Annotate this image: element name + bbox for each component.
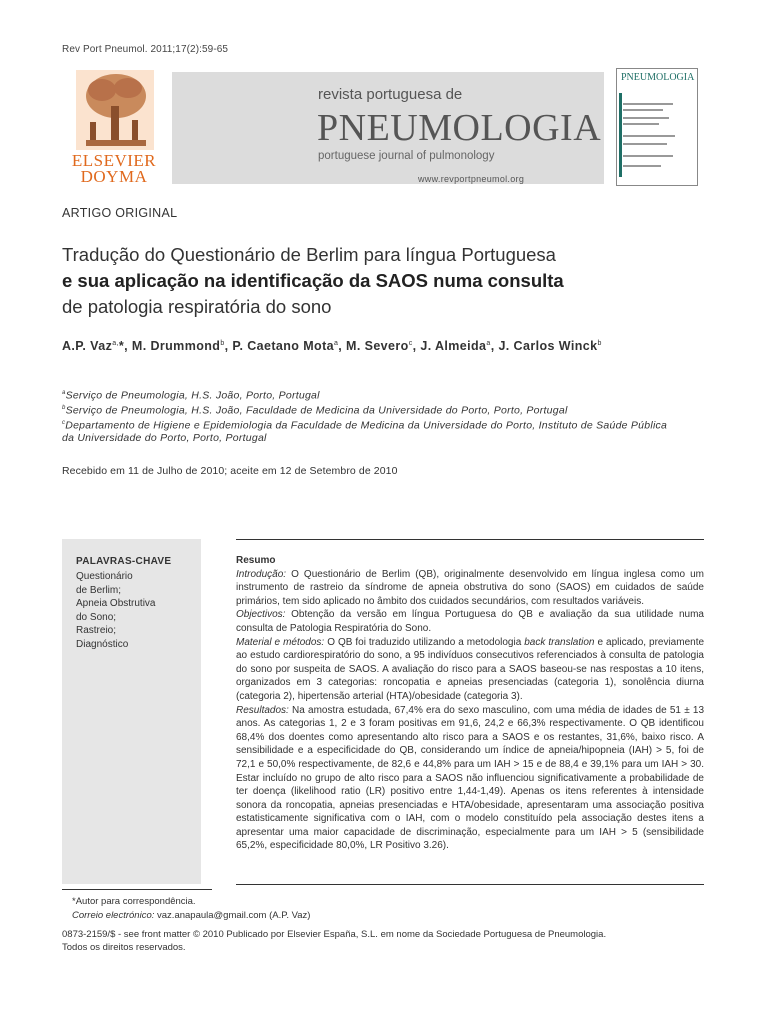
journal-banner	[172, 72, 604, 184]
copyright-line-2: Todos os direitos reservados.	[62, 942, 186, 953]
journal-cover-thumbnail	[616, 68, 698, 186]
journal-pre-title: revista portuguesa de	[318, 86, 463, 103]
affiliation-c: $^c$Departamento de Higiene e Epidemiologia da Faculdade de Medicina da Universidade do Porto, Instituto de Saúde Pública	[62, 419, 668, 432]
keywords-box	[62, 539, 201, 884]
author-name: P. Caetano Mota	[232, 339, 334, 353]
publisher-name: ELSEVIER	[71, 151, 157, 170]
keywords-heading: PALAVRAS-CHAVE	[76, 556, 172, 567]
email-note: Correio electrónico: vaz.anapaula@gmail.com (A.P. Vaz)	[72, 910, 311, 921]
author-list: A.P. Vaz$^{a,}$*, M. Drummond$^b$, P. Caetano Mota$^a$, M. Severo$^c$, J. Almeida$^a$, J. Carlos Winck$^b$	[62, 339, 602, 353]
keyword-item: de Berlim;	[76, 584, 122, 596]
author-name: A.P. Vaz	[62, 339, 113, 353]
abstract	[236, 554, 704, 853]
keyword-item: Questionário	[76, 571, 133, 582]
author-name: J. Carlos Winck	[498, 339, 598, 353]
author-name: M. Drummond	[131, 339, 221, 353]
journal-title: PNEUMOLOGIA	[317, 107, 602, 149]
author-name: J. Almeida	[420, 339, 487, 353]
abstract-bottom-rule	[236, 884, 704, 885]
abstract-introduction: Introdução: O Questionário de Berlim (QB), originalmente desenvolvido em língua inglesa como um instrumento de rastreio da síndrome de apneia obstrutiva do sono (SAOS) em cuidados de saúde primários, tem sido aplicado no âmbito dos cuidados secundários, com resultados variáveis.	[236, 568, 704, 607]
tree-icon	[76, 70, 154, 150]
journal-url[interactable]: www.revportpneumol.org	[418, 174, 525, 184]
abstract-objectives: Objectivos: Obtenção da versão em língua Portuguesa do QB e avaliação da sua utilidade numa consulta de Patologia Respiratória do Sono.	[236, 609, 704, 634]
keyword-item: Diagnóstico	[76, 638, 129, 650]
abstract-results: Resultados: Na amostra estudada, 67,4% era do sexo masculino, com uma média de idades de 51 ± 13 anos. As categorias 1, 2 e 3 foram positivas em 91,6, 24,2 e 66,3% respectivamente. O QB identificou 68,4% dos doentes como apresentando alto risco para a SAOS e os restantes, 31,6%, baixo risco. A sensibilidade e a especificidade do QB, considerando um índice de apneia/hipopneia (IAH) > 5, foi de 72,1 e 50,0% respectivamente, de 82,6 e 44,8% para um IAH > 15 e de 88,4 e 39,1% para um IAH > 30. Estar incluído no grupo de alto risco para a SAOS não influenciou significativamente a probabilidade de ter doença (likelihood ratio (LR) positivo entre 1,44-1,49). Apenas os itens referentes à intensidade sonora da roncopatia, apneias presenciadas e HTA/obesidade, apresentaram uma associação positiva estatisticamente significativa com o IAH, com o modelo constituído pela associação destes itens a apresentar uma maior capacidade de discriminação, especialmente para um IAH > 5 (sensibilidade 65,2%, especificidade 80,0%, LR Positivo 3.26).	[236, 704, 705, 852]
abstract-heading: Resumo	[236, 555, 276, 566]
journal-header	[62, 62, 702, 190]
affiliation-a: $^a$Serviço de Pneumologia, H.S. João, Porto, Portugal	[62, 389, 320, 402]
elsevier-logo	[62, 62, 166, 188]
email-link[interactable]: vaz.anapaula@gmail.com (A.P. Vaz)	[157, 910, 311, 921]
title-line-1: Tradução do Questionário de Berlim para língua Portuguesa	[62, 244, 556, 265]
received-dates: Recebido em 11 de Julho de 2010; aceite em 12 de Setembro de 2010	[62, 465, 398, 477]
keyword-item: Rastreio;	[76, 625, 117, 636]
affiliation-c-cont: da Universidade do Porto, Porto, Portugal	[62, 432, 267, 444]
keyword-item: Apneia Obstrutiva	[76, 598, 156, 609]
journal-subtitle: portuguese journal of pulmonology	[318, 150, 495, 162]
copyright-line-1: 0873-2159/$ - see front matter © 2010 Publicado por Elsevier España, S.L. em nome da Sociedade Portuguesa de Pneumologia.	[62, 929, 607, 940]
article-type: ARTIGO ORIGINAL	[62, 206, 178, 220]
title-line-3: de patologia respiratória do sono	[62, 296, 332, 317]
abstract-top-rule	[236, 539, 704, 540]
footnote-rule	[62, 889, 212, 890]
title-line-2: e sua aplicação na identificação da SAOS numa consulta	[62, 270, 564, 291]
cover-title: PNEUMOLOGIA	[621, 72, 695, 83]
affiliation-b: $^b$Serviço de Pneumologia, H.S. João, Faculdade de Medicina da Universidade do Porto, Porto, Portugal	[62, 404, 568, 417]
author-name: M. Severo	[346, 339, 409, 353]
article-title	[62, 242, 722, 320]
publisher-name-2: DOYMA	[80, 167, 148, 186]
journal-citation: Rev Port Pneumol. 2011;17(2):59-65	[62, 44, 229, 55]
abstract-methods: Material e métodos: O QB foi traduzido utilizando a metodologia back translation e aplicado, previamente ao estudo cardiorespiratório do sono, a 95 indivíduos consecutivos referenciados à consulta de patologia do sono por suspeita de SAOS. A avaliação do risco para a SAOS baseou-se nas respostas a 10 itens, organizados em 3 categorias: roncopatia e apneias presenciadas (categoria 1), sonolência diurna (categoria 2), hipertensão arterial (HTA)/obesidade (categoria 3).	[236, 636, 705, 702]
corresponding-author-note: *Autor para correspondência.	[72, 896, 196, 907]
keyword-item: do Sono;	[76, 611, 117, 623]
cover-accent-bar	[619, 93, 622, 177]
